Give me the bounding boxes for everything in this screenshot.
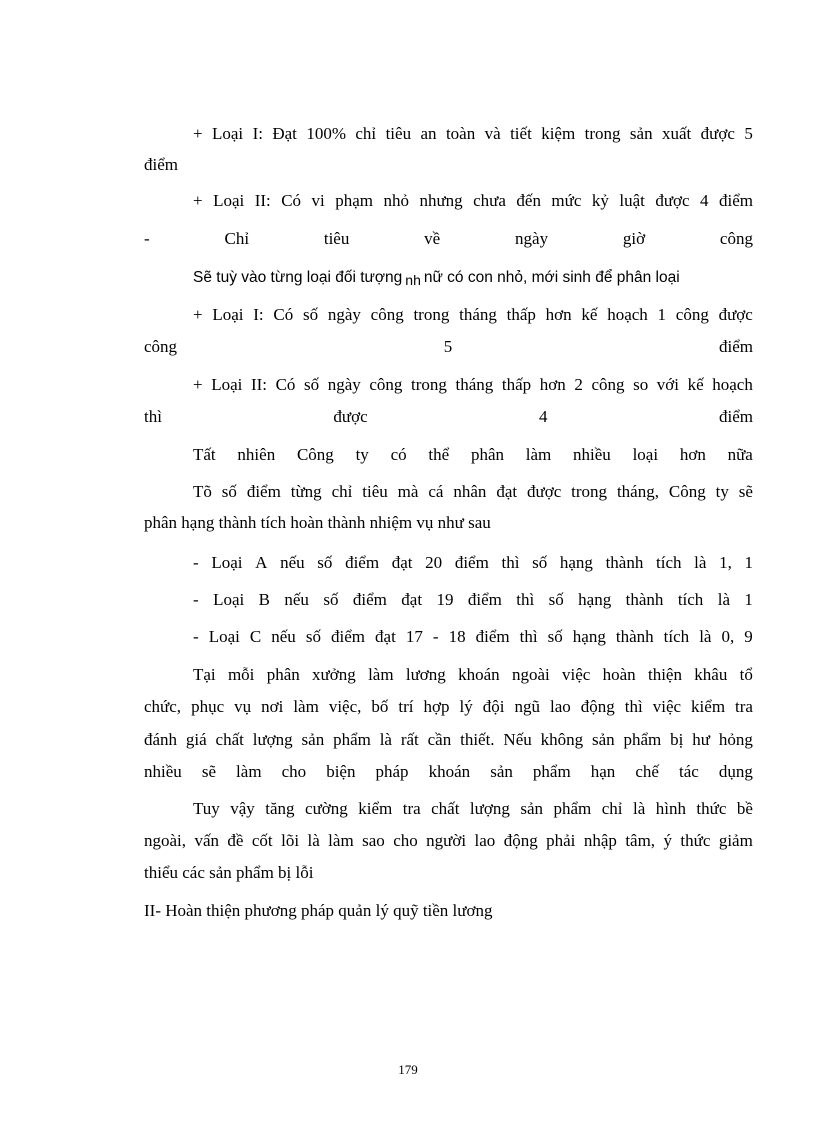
word: về bbox=[424, 229, 441, 248]
word: hoạch bbox=[607, 305, 648, 324]
word: nhỏ bbox=[383, 191, 409, 210]
page-number: 179 bbox=[398, 1062, 418, 1077]
word: làm bbox=[368, 665, 394, 684]
word: Tại bbox=[193, 665, 216, 684]
word: bị bbox=[670, 730, 684, 749]
text-line-3 bbox=[193, 191, 753, 211]
word: được bbox=[718, 305, 753, 324]
word: Loại bbox=[213, 191, 245, 210]
word: được bbox=[333, 407, 368, 426]
word: 20 bbox=[425, 553, 443, 572]
word: - bbox=[144, 229, 150, 248]
word: II: bbox=[254, 191, 271, 210]
word: biện bbox=[326, 762, 356, 781]
word: công bbox=[144, 337, 178, 356]
word: thức bbox=[696, 799, 727, 818]
word: Công bbox=[296, 445, 334, 464]
word: tích bbox=[663, 627, 690, 646]
word: tích bbox=[677, 590, 704, 609]
word: thì bbox=[519, 627, 538, 646]
word: tiêu bbox=[323, 229, 350, 248]
word: sản bbox=[520, 799, 543, 818]
text-line-12: phân hạng thành tích hoàn thành nhiệm vụ như sau bbox=[144, 513, 491, 532]
word: lao bbox=[474, 831, 496, 850]
word: là bbox=[632, 799, 646, 818]
word: + bbox=[193, 191, 203, 210]
word: lương bbox=[405, 665, 446, 684]
word: 19 bbox=[436, 590, 454, 609]
word: nhiên bbox=[237, 445, 276, 464]
word: tâm, bbox=[625, 831, 656, 850]
word: phẩm bbox=[623, 730, 662, 749]
word: động bbox=[503, 831, 538, 850]
word: sẽ bbox=[738, 482, 753, 501]
word: hư bbox=[692, 730, 710, 749]
word: thiện bbox=[647, 665, 682, 684]
word: 9 bbox=[744, 627, 753, 646]
word: thiết. bbox=[460, 730, 495, 749]
word: tiêu bbox=[385, 124, 412, 143]
word: nữa bbox=[727, 445, 753, 464]
word: người bbox=[426, 831, 467, 850]
word: Đạt bbox=[272, 124, 297, 143]
word: dụng bbox=[718, 762, 753, 781]
word: ý bbox=[663, 831, 672, 850]
word: Nếu bbox=[503, 730, 532, 749]
word: 1 bbox=[744, 553, 753, 572]
word: làm bbox=[236, 762, 262, 781]
word: C bbox=[249, 627, 262, 646]
text-line-5-part-b: nữ có con nhỏ, mới sinh để phân loại bbox=[423, 269, 680, 286]
word: có bbox=[390, 445, 407, 464]
word: khoán bbox=[458, 665, 500, 684]
text-line-15 bbox=[193, 627, 753, 647]
word: được bbox=[700, 124, 735, 143]
word: thì bbox=[624, 697, 643, 716]
word: việc, bbox=[328, 697, 362, 716]
word: cần bbox=[427, 730, 452, 749]
word: bề bbox=[736, 799, 753, 818]
text-line-5-subscript: nh bbox=[405, 272, 421, 288]
word: đạt bbox=[496, 482, 518, 501]
word: tiết bbox=[510, 124, 532, 143]
word: là bbox=[699, 627, 712, 646]
word: Có bbox=[273, 305, 294, 324]
word: Tất bbox=[193, 445, 216, 464]
word: so bbox=[633, 375, 649, 394]
text-line-4 bbox=[144, 229, 753, 249]
word: số bbox=[305, 627, 321, 646]
word: ngũ bbox=[514, 697, 540, 716]
word: phẩm bbox=[333, 730, 371, 749]
word: - bbox=[193, 590, 199, 609]
word: số bbox=[221, 482, 237, 501]
word: hỏng bbox=[718, 730, 753, 749]
word: tiêu bbox=[362, 482, 388, 501]
word: với bbox=[656, 375, 680, 394]
word: tác bbox=[678, 762, 699, 781]
word: là bbox=[694, 553, 707, 572]
word: hoàn bbox=[602, 665, 636, 684]
word: pháp bbox=[375, 762, 409, 781]
word: sản bbox=[629, 124, 653, 143]
text-line-22: thiểu các sản phẩm bị lỗi bbox=[144, 863, 314, 882]
word: tháng, bbox=[616, 482, 659, 501]
word: đạt bbox=[401, 590, 423, 609]
word: 2 bbox=[574, 375, 583, 394]
word: thức bbox=[680, 831, 711, 850]
word: nếu bbox=[284, 590, 309, 609]
word: hạn bbox=[590, 762, 616, 781]
word: chất bbox=[215, 730, 244, 749]
word: sẽ bbox=[201, 762, 216, 781]
word: cho bbox=[393, 831, 418, 850]
word: điểm bbox=[719, 191, 753, 210]
word: I: bbox=[253, 305, 264, 324]
word: hạng bbox=[572, 627, 606, 646]
word: nhiều bbox=[144, 762, 182, 781]
word: phân bbox=[470, 445, 504, 464]
text-line-20 bbox=[193, 799, 753, 819]
word: thành bbox=[615, 627, 654, 646]
word: 4 bbox=[700, 191, 709, 210]
word: xuất bbox=[661, 124, 692, 143]
word: khâu bbox=[694, 665, 728, 684]
word: A bbox=[255, 553, 268, 572]
word: 1 bbox=[657, 305, 667, 324]
text-line-11 bbox=[193, 482, 753, 502]
word: chỉ bbox=[601, 799, 623, 818]
word: tăng bbox=[265, 799, 295, 818]
word: trí bbox=[398, 697, 414, 716]
word: tra bbox=[402, 799, 421, 818]
word: + bbox=[193, 124, 203, 143]
word: thành bbox=[605, 553, 644, 572]
word: hình bbox=[655, 799, 686, 818]
word: điểm bbox=[246, 482, 281, 501]
word: 5 bbox=[744, 124, 753, 143]
word: hơn bbox=[539, 375, 566, 394]
word: Tuy bbox=[193, 799, 220, 818]
word: ngày bbox=[327, 305, 361, 324]
word: đạt bbox=[391, 553, 413, 572]
word: ngày bbox=[515, 229, 549, 248]
word: lý bbox=[459, 697, 473, 716]
text-line-8 bbox=[193, 375, 753, 395]
word: loại bbox=[632, 445, 659, 464]
word: hợp bbox=[423, 697, 450, 716]
word: nhập bbox=[583, 831, 617, 850]
text-line-2: điểm bbox=[144, 155, 178, 174]
word: và bbox=[484, 124, 501, 143]
section-heading: II- Hoàn thiện phương pháp quản lý quỹ tiền lương bbox=[144, 901, 493, 920]
word: đạt bbox=[375, 627, 396, 646]
word: kế bbox=[687, 375, 704, 394]
text-line-1 bbox=[193, 124, 753, 144]
word: cá bbox=[428, 482, 444, 501]
word: hạng bbox=[559, 553, 593, 572]
word: trong bbox=[411, 375, 447, 394]
word: chưa bbox=[473, 191, 506, 210]
text-line-13 bbox=[193, 553, 753, 573]
word: công bbox=[719, 229, 753, 248]
word: chế bbox=[635, 762, 659, 781]
word: cốt bbox=[251, 831, 273, 850]
word: Loại bbox=[212, 305, 244, 324]
word: kế bbox=[581, 305, 598, 324]
word: sản bbox=[591, 730, 615, 749]
word: việc bbox=[652, 697, 682, 716]
word: chỉ bbox=[331, 482, 353, 501]
word: vụ bbox=[234, 697, 252, 716]
word: hạng bbox=[578, 590, 612, 609]
word: phạm bbox=[335, 191, 373, 210]
word: đến bbox=[516, 191, 541, 210]
word: đội bbox=[482, 697, 505, 716]
text-line-7 bbox=[144, 337, 753, 357]
word: điểm bbox=[467, 590, 502, 609]
word: tháng bbox=[455, 375, 494, 394]
word: ngày bbox=[327, 375, 361, 394]
word: - bbox=[193, 627, 199, 646]
word: ty bbox=[355, 445, 369, 464]
word: nhiều bbox=[573, 445, 611, 464]
word: + bbox=[193, 305, 203, 324]
word: tích bbox=[656, 553, 682, 572]
word: nếu bbox=[280, 553, 305, 572]
word: thì bbox=[516, 590, 535, 609]
word: toàn bbox=[445, 124, 476, 143]
text-line-19 bbox=[144, 762, 753, 782]
word: mỗi bbox=[227, 665, 255, 684]
word: luật bbox=[619, 191, 645, 210]
word: làm bbox=[293, 697, 319, 716]
word: phục bbox=[191, 697, 225, 716]
word: an bbox=[420, 124, 437, 143]
word: điểm bbox=[475, 627, 510, 646]
word: hoạch bbox=[712, 375, 753, 394]
word: số bbox=[323, 590, 339, 609]
word: sao bbox=[362, 831, 385, 850]
word: - bbox=[432, 627, 439, 646]
word: ngoài, bbox=[144, 831, 187, 850]
word: Loại bbox=[212, 124, 244, 143]
word: 18 bbox=[448, 627, 466, 646]
word: điểm bbox=[331, 627, 365, 646]
text-line-14 bbox=[193, 590, 753, 610]
word: giá bbox=[185, 730, 207, 749]
word: chất bbox=[431, 799, 460, 818]
word: Chỉ bbox=[224, 229, 250, 248]
word: được bbox=[655, 191, 690, 210]
text-line-9 bbox=[144, 407, 753, 427]
word: nhưng bbox=[419, 191, 463, 210]
word: làm bbox=[328, 831, 354, 850]
text-line-5-part-a: Sẽ tuỳ vào từng loại đối tượng bbox=[193, 269, 403, 286]
word: II: bbox=[250, 375, 267, 394]
text-line-10 bbox=[193, 445, 753, 465]
word: làm bbox=[525, 445, 552, 464]
word: hơn bbox=[545, 305, 572, 324]
text-line-16 bbox=[193, 665, 753, 685]
word: nhân bbox=[453, 482, 487, 501]
word: 4 bbox=[539, 407, 548, 426]
word: cường bbox=[305, 799, 348, 818]
word: 17 bbox=[405, 627, 423, 646]
word: lao bbox=[549, 697, 571, 716]
word: giảm bbox=[718, 831, 753, 850]
word: công bbox=[370, 305, 404, 324]
word: tổ bbox=[739, 665, 753, 684]
word: Loại bbox=[211, 375, 243, 394]
word: trong bbox=[571, 482, 608, 501]
word: đề bbox=[227, 831, 244, 850]
word: - bbox=[193, 553, 199, 572]
word: đánh bbox=[144, 730, 178, 749]
word: thành bbox=[625, 590, 664, 609]
text-line-21 bbox=[144, 831, 753, 851]
word: nơi bbox=[261, 697, 284, 716]
word: được bbox=[527, 482, 562, 501]
word: điểm bbox=[718, 337, 753, 356]
word: rất bbox=[400, 730, 419, 749]
word: thể bbox=[428, 445, 450, 464]
word: Loại bbox=[211, 553, 243, 572]
word: trong bbox=[413, 305, 450, 324]
word: điểm bbox=[454, 553, 489, 572]
word: công bbox=[675, 305, 709, 324]
word: B bbox=[258, 590, 270, 609]
word: số bbox=[532, 553, 548, 572]
word: điểm bbox=[718, 407, 753, 426]
word: thấp bbox=[501, 375, 532, 394]
word: sản bbox=[490, 762, 513, 781]
word: số bbox=[548, 590, 564, 609]
word: số bbox=[317, 553, 333, 572]
word: Loại bbox=[208, 627, 240, 646]
word: bố bbox=[371, 697, 389, 716]
word: mà bbox=[397, 482, 419, 501]
word: số bbox=[304, 375, 320, 394]
word: động bbox=[580, 697, 615, 716]
word: tháng bbox=[459, 305, 497, 324]
word: 100% bbox=[306, 124, 346, 143]
word: phẩm bbox=[553, 799, 592, 818]
word: vấn bbox=[194, 831, 219, 850]
word: ngoài bbox=[511, 665, 550, 684]
word: tra bbox=[735, 697, 753, 716]
word: kiểm bbox=[358, 799, 393, 818]
word: 5 bbox=[443, 337, 453, 356]
word: + bbox=[193, 375, 203, 394]
word: 0, bbox=[721, 627, 735, 646]
word: chức, bbox=[144, 697, 182, 716]
word: hơn bbox=[679, 445, 706, 464]
word: phải bbox=[546, 831, 576, 850]
word: lõi bbox=[281, 831, 300, 850]
word: điểm bbox=[345, 553, 380, 572]
word: lượng bbox=[252, 730, 293, 749]
word: thấp bbox=[506, 305, 536, 324]
word: 1, bbox=[719, 553, 732, 572]
word: vậy bbox=[230, 799, 255, 818]
word: I: bbox=[252, 124, 263, 143]
word: nếu bbox=[271, 627, 296, 646]
word: thì bbox=[501, 553, 520, 572]
word: ty bbox=[715, 482, 729, 501]
word: là bbox=[717, 590, 730, 609]
word: Công bbox=[668, 482, 706, 501]
word: không bbox=[540, 730, 584, 749]
word: công bbox=[591, 375, 625, 394]
word: mức bbox=[551, 191, 582, 210]
word: số bbox=[302, 305, 319, 324]
word: Có bbox=[281, 191, 302, 210]
word: lượng bbox=[469, 799, 510, 818]
word: khoán bbox=[428, 762, 471, 781]
word: là bbox=[307, 831, 320, 850]
word: công bbox=[369, 375, 403, 394]
word: số bbox=[547, 627, 563, 646]
word: kiệm bbox=[541, 124, 576, 143]
word: việc bbox=[562, 665, 591, 684]
word: Loại bbox=[213, 590, 245, 609]
word: phẩm bbox=[532, 762, 571, 781]
word: kiểm bbox=[691, 697, 726, 716]
word: xưởng bbox=[312, 665, 356, 684]
word: Có bbox=[275, 375, 296, 394]
word: từng bbox=[290, 482, 322, 501]
word: kỷ bbox=[591, 191, 609, 210]
word: cho bbox=[281, 762, 307, 781]
word: sản bbox=[301, 730, 325, 749]
word: 1 bbox=[744, 590, 753, 609]
word: thì bbox=[144, 407, 162, 426]
word: giờ bbox=[622, 229, 646, 248]
word: chỉ bbox=[355, 124, 377, 143]
text-line-6 bbox=[193, 305, 753, 325]
word: phân bbox=[266, 665, 300, 684]
text-line-17 bbox=[144, 697, 753, 717]
word: Tõ bbox=[193, 482, 212, 501]
text-line-18 bbox=[144, 730, 753, 750]
word: trong bbox=[584, 124, 621, 143]
text-line-5 bbox=[193, 267, 753, 288]
word: là bbox=[379, 730, 392, 749]
word: vi bbox=[311, 191, 325, 210]
word: điểm bbox=[352, 590, 387, 609]
